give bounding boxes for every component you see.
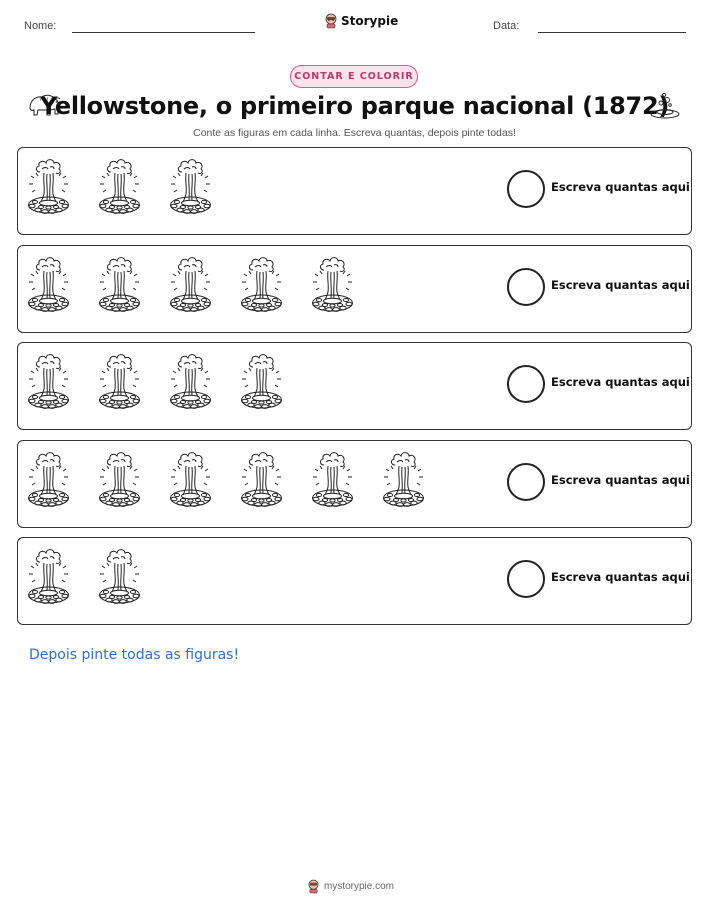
geyser-icon[interactable] <box>26 351 72 415</box>
count-row-3 <box>17 342 692 430</box>
geyser-icon[interactable] <box>168 351 214 415</box>
brand-name: Storypie <box>341 14 399 28</box>
answer-label: Escreva quantas aqui <box>551 473 690 487</box>
date-line[interactable] <box>538 32 686 33</box>
name-label: Nome: <box>24 20 57 32</box>
answer-label: Escreva quantas aqui <box>551 375 690 389</box>
geyser-icon[interactable] <box>310 449 356 513</box>
answer-circle[interactable] <box>507 560 545 598</box>
name-line[interactable] <box>72 32 255 33</box>
geyser-icon[interactable] <box>26 546 72 610</box>
geyser-icon[interactable] <box>239 449 285 513</box>
count-row-2 <box>17 245 692 333</box>
page-title: Yellowstone, o primeiro parque nacional (1872) <box>39 92 670 120</box>
answer-label: Escreva quantas aqui <box>551 278 690 292</box>
footer-brand <box>307 879 394 894</box>
storypie-mascot-icon <box>324 13 338 29</box>
geyser-icon[interactable] <box>26 254 72 318</box>
geyser-icon[interactable] <box>310 254 356 318</box>
count-row-4 <box>17 440 692 528</box>
date-label: Data: <box>493 20 520 32</box>
geyser-icon[interactable] <box>97 449 143 513</box>
geyser-icon[interactable] <box>97 156 143 220</box>
geyser-icon[interactable] <box>239 254 285 318</box>
geyser-pool-icon <box>648 90 682 124</box>
geyser-icon[interactable] <box>168 449 214 513</box>
geyser-icon[interactable] <box>97 546 143 610</box>
count-row-1 <box>17 147 692 235</box>
geyser-icon[interactable] <box>239 351 285 415</box>
storypie-mascot-icon <box>307 879 320 894</box>
coloring-reminder: Depois pinte todas as figuras! <box>29 647 240 663</box>
brand-logo <box>324 13 398 29</box>
geyser-icon[interactable] <box>97 254 143 318</box>
answer-circle[interactable] <box>507 463 545 501</box>
answer-circle[interactable] <box>507 170 545 208</box>
geyser-icon[interactable] <box>168 156 214 220</box>
count-row-5 <box>17 537 692 625</box>
answer-circle[interactable] <box>507 365 545 403</box>
geyser-icon[interactable] <box>97 351 143 415</box>
geyser-icon[interactable] <box>26 156 72 220</box>
answer-circle[interactable] <box>507 268 545 306</box>
geyser-icon[interactable] <box>168 254 214 318</box>
footer-site: mystorypie.com <box>324 881 395 892</box>
activity-badge: CONTAR E COLORIR <box>290 65 418 88</box>
geyser-icon[interactable] <box>26 449 72 513</box>
answer-label: Escreva quantas aqui <box>551 570 690 584</box>
answer-label: Escreva quantas aqui <box>551 180 690 194</box>
instructions: Conte as figuras em cada linha. Escreva quantas, depois pinte todas! <box>193 127 516 139</box>
geyser-icon[interactable] <box>381 449 427 513</box>
